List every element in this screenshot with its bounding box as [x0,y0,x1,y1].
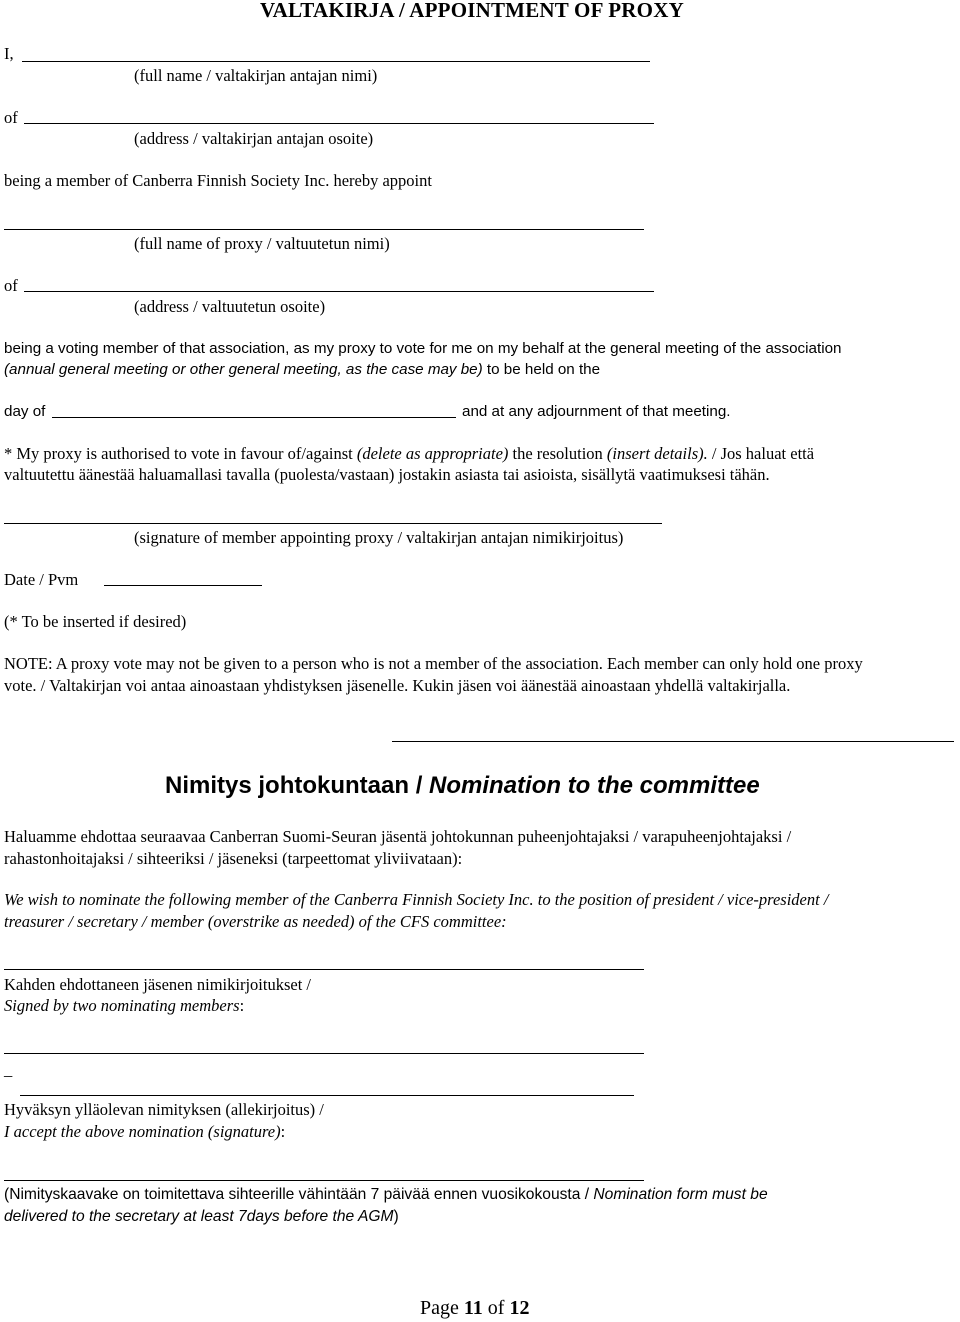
address-caption: (address / valtakirjan antajan osoite) [134,129,374,148]
voting-text-rest: to be held on the [482,361,601,378]
nomination-en-line1: We wish to nominate the following member of the Canberra Finnish Society Inc. to the position of president / vice-president / [4,890,829,909]
member-statement: being a member of Canberra Finnish Society Inc. hereby appoint [4,171,432,190]
footer-line2 [4,1206,399,1228]
nominator-signature-2[interactable] [20,1095,634,1096]
note-line1: NOTE: A proxy vote may not be given to a person who is not a member of the association. Each member can only hold one proxy [4,654,863,673]
page-total: 12 [509,1297,530,1319]
adjournment-text: and at any adjournment of that meeting. [462,403,731,420]
authorised-text-a: * My proxy is authorised to vote in favour of/against [4,444,357,463]
footer-text-a: (Nimityskaavake on toimitettava sihteerille vähintään 7 päivää ennen vuosikokousta / [4,1186,594,1203]
footer-text-d: ) [393,1208,399,1225]
full-name-field[interactable] [22,61,650,62]
proxy-name-caption: (full name of proxy / valtuutetun nimi) [134,234,390,253]
day-of-field[interactable] [52,417,456,418]
date-label: Date / Pvm [4,570,79,589]
authorised-line1 [4,443,814,465]
nominator-signature-1[interactable] [4,1053,644,1054]
address-field[interactable] [24,123,654,124]
voting-text-italic: (annual general meeting or other general meeting, as the case may be) [4,361,483,378]
nominee-field[interactable] [4,969,644,970]
nomination-heading-plain: Nimitys johtokuntaan / [165,772,430,799]
signature-field[interactable] [4,523,662,524]
page-number [420,1297,529,1319]
note-line2: vote. / Valtakirjan voi antaa ainoastaan yhdistyksen jäsenelle. Kukin jäsen voi äänestää ainoastaan yhdellä valtakirjalla. [4,676,791,695]
proxy-address-caption: (address / valtuutetun osoite) [134,297,326,316]
authorised-line2: valtuutettu äänestää haluamallasi tavalla (puolesta/vastaan) jostakin asiasta tai asioista, sisällytä vaatimuksesi tähän. [4,465,770,484]
day-of-label: day of [4,403,46,420]
voting-text-line2 [4,359,600,381]
nominee-signature-field[interactable] [4,1180,644,1181]
accept-en-line [4,1121,285,1143]
page-current: 11 [463,1297,483,1319]
nomination-fi-line2: rahastonhoitajaksi / sihteeriksi / jäseneksi (tarpeettomat yliviivataan): [4,849,463,868]
signed-en: Signed by two nominating members [4,996,240,1015]
nomination-en-line2: treasurer / secretary / member (overstrike as needed) of the CFS committee: [4,912,507,931]
signed-en-line [4,995,244,1017]
proxy-address-field[interactable] [24,291,654,292]
signature-caption: (signature of member appointing proxy / valtakirjan antajan nimikirjoitus) [134,528,624,547]
proxy-name-field[interactable] [4,229,644,230]
section-divider [392,741,954,742]
nomination-fi-line1: Haluamme ehdottaa seuraavaa Canberran Suomi-Seuran jäsentä johtokunnan puheenjohtajaksi / varapuheenjohtajaksi / [4,827,792,846]
nomination-heading [165,772,760,799]
signed-fi: Kahden ehdottaneen jäsenen nimikirjoitukset / [4,975,311,994]
authorised-text-c: the resolution [508,444,607,463]
accept-fi: Hyväksyn ylläolevan nimityksen (allekirjoitus) / [4,1100,324,1119]
i-label: I, [4,44,14,63]
footer-text-b: Nomination form must be [593,1186,768,1203]
authorised-text-d: (insert details). [606,444,708,463]
footer-line1 [4,1184,768,1206]
of-label-2: of [4,276,18,295]
page-label: Page [420,1297,464,1319]
accept-colon: : [280,1122,286,1141]
date-field[interactable] [104,585,262,586]
authorised-text-b: (delete as appropriate) [356,444,509,463]
accept-en: I accept the above nomination (signature) [4,1122,281,1141]
authorised-text-e: / Jos haluat että [707,444,815,463]
page-of: of [482,1297,510,1319]
voting-text-line1: being a voting member of that association, as my proxy to vote for me on my behalf at the general meeting of the association [4,340,842,357]
of-label: of [4,108,18,127]
inserted-note: (* To be inserted if desired) [4,612,187,631]
footer-text-c: delivered to the secretary at least 7days before the AGM [4,1208,394,1225]
underscore-mark: _ [4,1060,13,1079]
signed-colon: : [239,996,245,1015]
full-name-caption: (full name / valtakirjan antajan nimi) [134,66,378,85]
page-title: VALTAKIRJA / APPOINTMENT OF PROXY [260,0,684,22]
nomination-heading-italic: Nomination to the committee [429,772,760,799]
